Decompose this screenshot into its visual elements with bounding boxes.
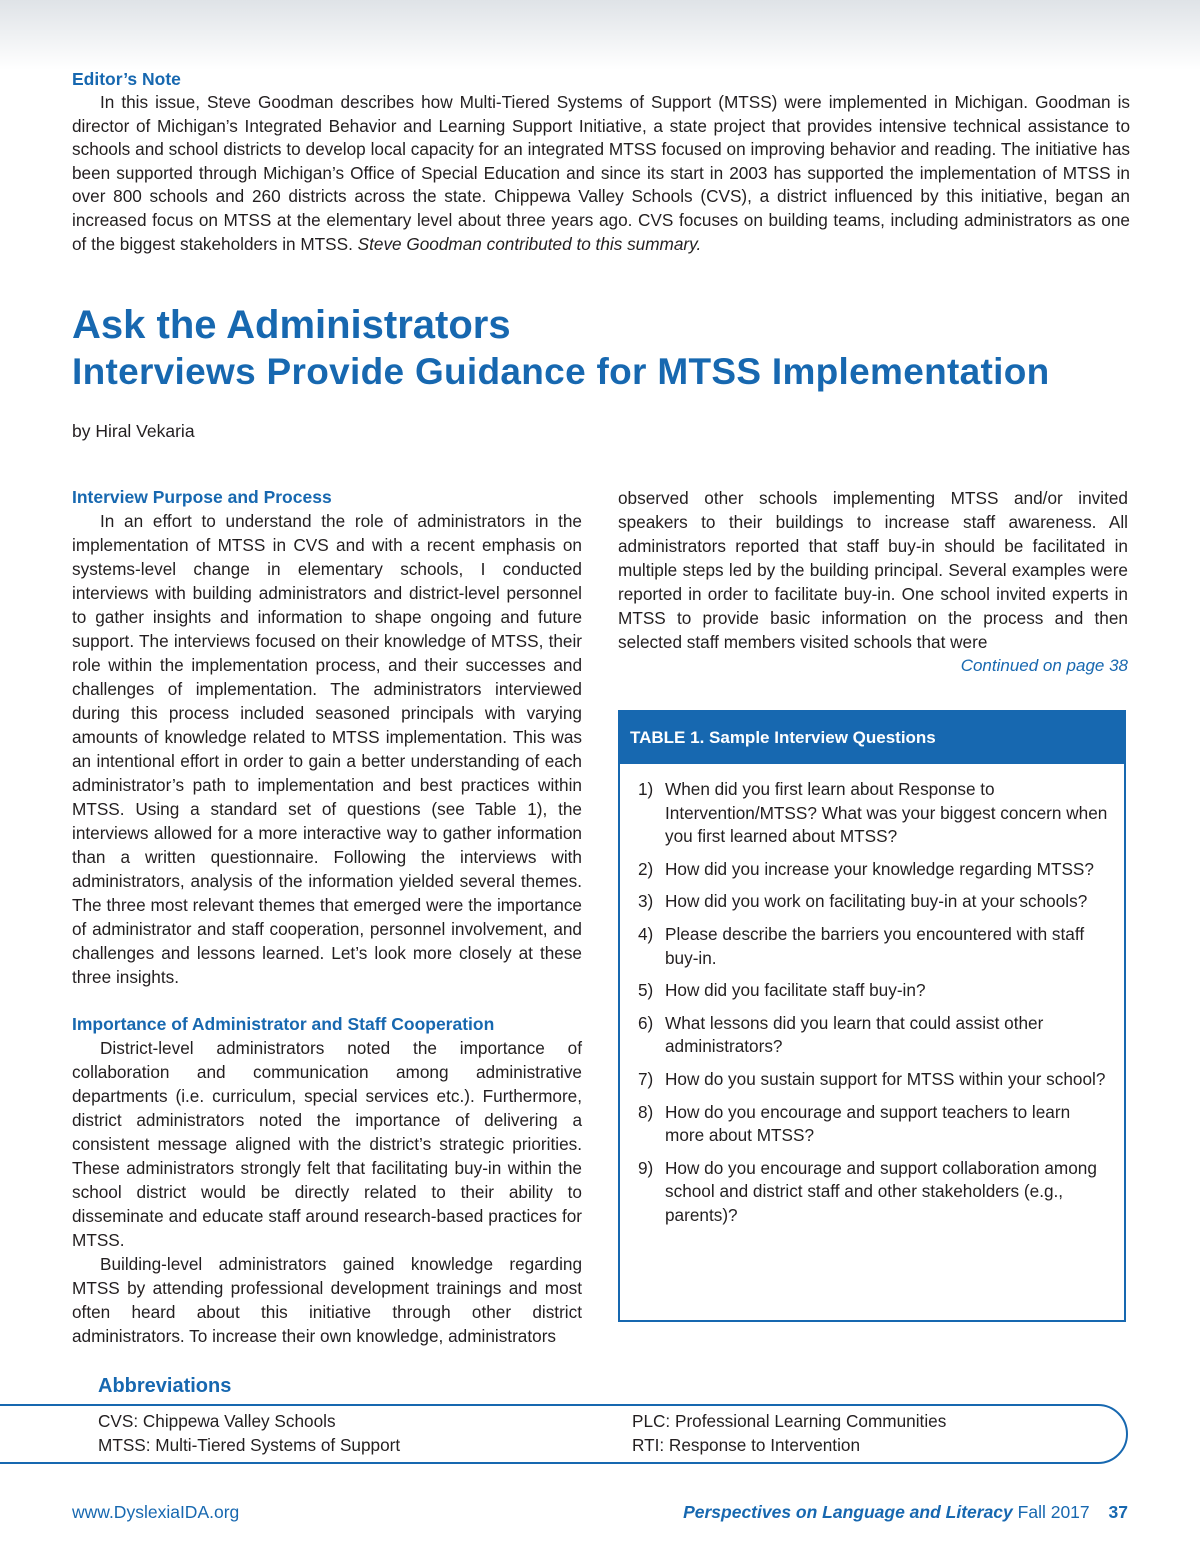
editors-note-text: In this issue, Steve Goodman describes how Multi-Tiered Systems of Support (MTSS) were implemented in Michigan. Goodman is director of Michigan’s Integrated Behavior and Learning Support Initiative, a state project that provides intensive technical assistance to schools and school districts to develop local capacity for an integrated MTSS focused on improving behavior and reading. The initiative has been supported through Michigan’s Office of Special Education and since its start in 2003 has supported the implementation of MTSS in over 800 schools and 260 districts across the state. Chippewa Valley Schools (CVS), a district influenced by this initiative, began an increased focus on MTSS at the elementary level about three years ago. CVS focuses on building teams, including administrators as one of the biggest stakeholders in MTSS.: [72, 92, 1130, 254]
table-title: TABLE 1. Sample Interview Questions: [620, 712, 1124, 764]
question-number: 3): [638, 891, 654, 912]
paragraph: District-level administrators noted the importance of collaboration and communication among administrative departments (i.e. curriculum, special services etc.). Furthermore, district administrators noted the importance of delivering a consistent message aligned with the district’s strategic priorities. These administrators strongly felt that facilitating buy-in within the school district would be directly related to their ability to disseminate and educate staff around research-based practices for MTSS.: [72, 1038, 582, 1250]
editors-note-credit: Steve Goodman contributed to this summary.: [357, 233, 702, 254]
table-sample-questions: [618, 710, 1126, 1322]
question-text: How do you sustain support for MTSS within your school?: [665, 1068, 1106, 1089]
page-number: 37: [1108, 1502, 1128, 1522]
question-text: How do you encourage and support teachers to learn more about MTSS?: [665, 1101, 1071, 1146]
footer-publication: [683, 1500, 1128, 1524]
paragraph: Building-level administrators gained knowledge regarding MTSS by attending professional development trainings and most often heard about this initiative through other district administrators. To increase their own knowledge, administrators: [72, 1254, 582, 1346]
right-column: [618, 486, 1128, 678]
footer-url[interactable]: www.DyslexiaIDA.org: [72, 1502, 240, 1522]
paragraph: In an effort to understand the role of administrators in the implementation of MTSS in CVS and with a recent emphasis on systems-level change in elementary schools, I conducted interviews with building administrators and district-level personnel to gather insights and information to shape ongoing and future support. The interviews focused on their knowledge of MTSS, their role within the implementation process, and their successes and challenges of implementation. The administrators interviewed during this process included seasoned principals with varying amounts of knowledge related to MTSS implementation. This was an intentional effort in order to gain a better understanding of each administrator’s path to implementation and best practices within MTSS. Using a standard set of questions (see Table 1), the interviews allowed for a more interactive way to gather information than a written questionnaire. Following the interviews with administrators, analysis of the information yielded several themes. The three most relevant themes that emerged were the importance of administrator and staff cooperation, personnel involvement, and challenges and lessons learned. Let’s look more closely at these three insights.: [72, 511, 582, 987]
question-text: How did you facilitate staff buy-in?: [665, 980, 926, 1001]
question-item: [638, 778, 1114, 849]
question-text: How do you encourage and support collaboration among school and district staff and other stakeholders (e.g., parents)?: [665, 1157, 1097, 1225]
question-number: 8): [638, 1101, 654, 1122]
footer-journal: Perspectives on Language and Literacy: [683, 1502, 1013, 1522]
section-heading-cooperation: Importance of Administrator and Staff Cooperation: [72, 1014, 495, 1034]
article-header: [72, 302, 1132, 442]
question-number: 5): [638, 980, 654, 1001]
abbreviation-item: CVS: Chippewa Valley Schools: [98, 1411, 336, 1431]
question-text: How did you work on facilitating buy-in at your schools?: [665, 891, 1088, 912]
editors-note-heading: Editor’s Note: [72, 69, 181, 89]
abbreviation-item: MTSS: Multi-Tiered Systems of Support: [98, 1435, 401, 1455]
abbreviations-title: Abbreviations: [98, 1375, 232, 1397]
question-item: [638, 1012, 1114, 1059]
question-number: 9): [638, 1157, 654, 1178]
abbreviation-item: PLC: Professional Learning Communities: [632, 1411, 947, 1431]
question-item: [638, 923, 1114, 970]
paragraph: observed other schools implementing MTSS and/or invited speakers to their buildings to increase staff awareness. All administrators reported that staff buy-in should be facilitated in multiple steps led by the building principal. Several examples were reported in order to facilitate buy-in. One school invited experts in MTSS to provide basic information on the process and then selected staff members visited schools that were: [618, 488, 1128, 652]
editors-note-body: [72, 91, 1130, 256]
question-number: 1): [638, 779, 654, 799]
question-item: [638, 858, 1114, 882]
question-item: [638, 979, 1114, 1003]
question-item: [638, 1101, 1114, 1148]
question-text: How did you increase your knowledge regarding MTSS?: [665, 858, 1094, 879]
article-subtitle: Interviews Provide Guidance for MTSS Implementation: [72, 351, 1050, 392]
top-gradient-band: [0, 0, 1200, 70]
question-number: 4): [638, 923, 654, 944]
question-text: What lessons did you learn that could assist other administrators?: [665, 1012, 1044, 1057]
question-item: [638, 890, 1114, 914]
question-number: 2): [638, 858, 654, 879]
left-column: [72, 486, 582, 1348]
question-list: [620, 764, 1124, 1228]
question-text: Please describe the barriers you encountered with staff buy-in.: [665, 923, 1085, 968]
question-item: [638, 1068, 1114, 1092]
article-title: Ask the Administrators: [72, 303, 511, 347]
abbreviation-item: RTI: Response to Intervention: [632, 1435, 861, 1455]
question-number: 6): [638, 1012, 654, 1033]
editors-note: [72, 68, 1130, 256]
footer-issue: Fall 2017: [1017, 1502, 1090, 1522]
question-text: When did you first learn about Response to Intervention/MTSS? What was your biggest concern when you first learned about MTSS?: [665, 779, 1108, 847]
question-number: 7): [638, 1068, 654, 1089]
section-heading-purpose: Interview Purpose and Process: [72, 487, 332, 507]
continued-link[interactable]: Continued on page 38: [960, 656, 1128, 675]
article-byline: by Hiral Vekaria: [72, 421, 195, 441]
question-item: [638, 1157, 1114, 1228]
